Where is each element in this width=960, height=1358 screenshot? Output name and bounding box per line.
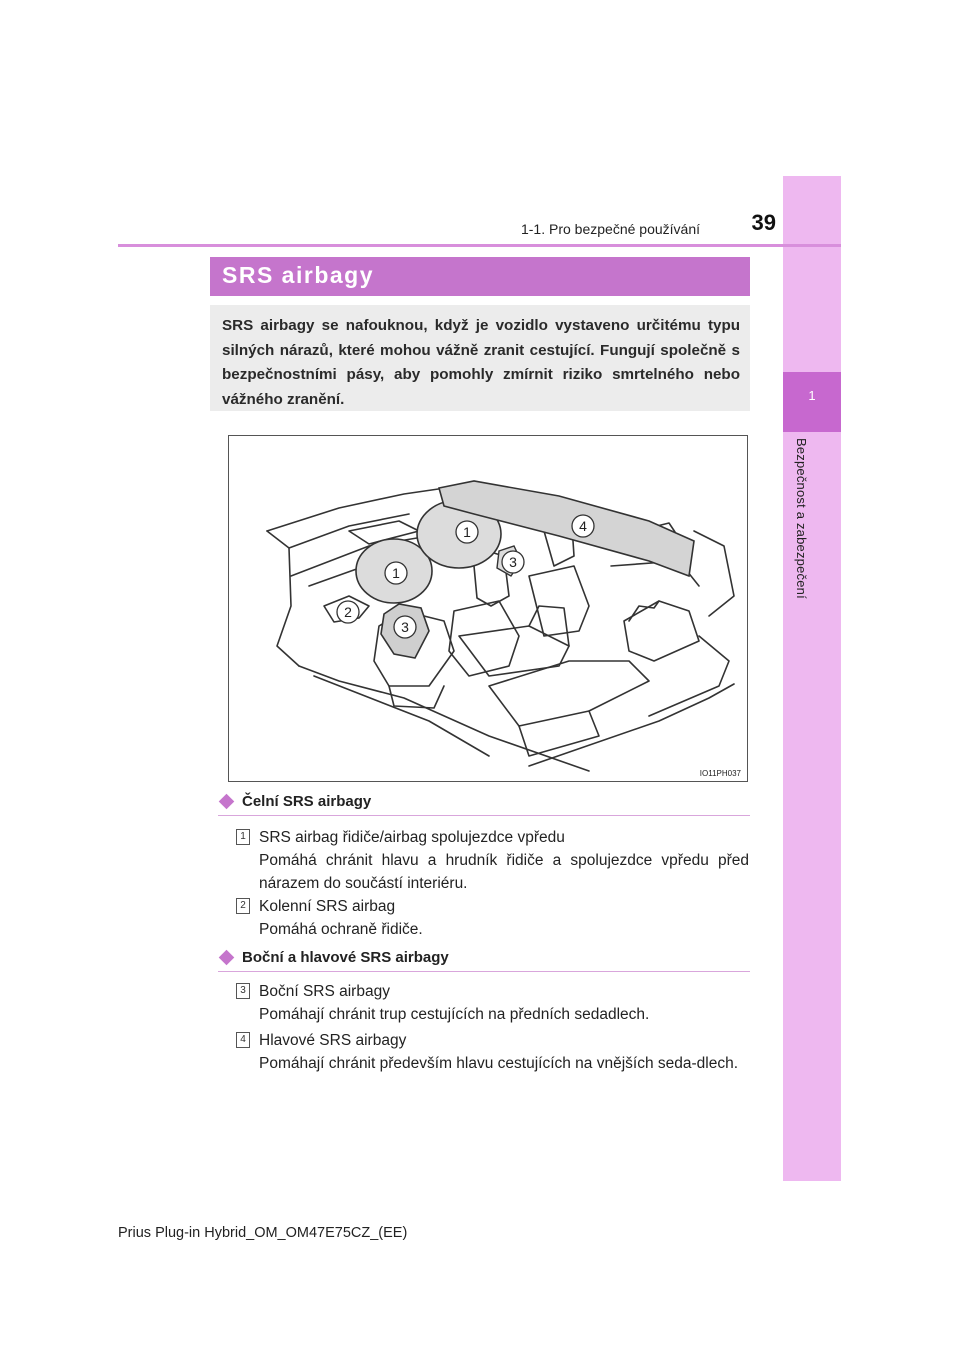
- section-heading-side: Boční a hlavové SRS airbagy: [242, 949, 449, 966]
- callout-1-passenger: 1: [463, 524, 471, 540]
- item-badge: 3: [236, 983, 250, 999]
- callout-1-driver: 1: [392, 565, 400, 581]
- diamond-bullet-icon: [219, 794, 235, 810]
- item-description: Pomáhají chránit trup cestujících na předních sedadlech.: [259, 1006, 650, 1023]
- chapter-side-tab: [783, 176, 841, 1181]
- page-number: 39: [751, 210, 776, 235]
- header-rule: [118, 244, 841, 247]
- car-interior-drawing: [229, 436, 749, 783]
- section-rule: [218, 815, 750, 816]
- callout-2: 2: [344, 604, 352, 620]
- item-badge: 1: [236, 829, 250, 845]
- chapter-number: 1: [808, 388, 816, 403]
- item-title: Hlavové SRS airbagy: [259, 1032, 407, 1049]
- callout-3-passenger: 3: [509, 554, 517, 570]
- item-description: Pomáhají chránit především hlavu cestujících na vnějších seda-dlech.: [259, 1055, 739, 1072]
- chapter-title: Bezpečnost a zabezpečení: [794, 438, 809, 599]
- airbag-illustration: [228, 435, 748, 782]
- callout-4: 4: [579, 518, 587, 534]
- item-description: Pomáhá chránit hlavu a hrudník řidiče a spolujezdce vpředu před nárazem do součástí interiéru.: [259, 852, 749, 892]
- diamond-bullet-icon: [219, 950, 235, 966]
- section-heading-front: Čelní SRS airbagy: [242, 793, 372, 810]
- page-title: SRS airbagy: [222, 262, 374, 288]
- item-title: Kolenní SRS airbag: [259, 898, 396, 915]
- item-title: Boční SRS airbagy: [259, 983, 390, 1000]
- item-title: SRS airbag řidiče/airbag spolujezdce vpředu: [259, 829, 565, 846]
- section-header: 1-1. Pro bezpečné používání: [520, 221, 700, 237]
- item-badge: 2: [236, 898, 250, 914]
- callout-3-driver: 3: [401, 619, 409, 635]
- illustration-code: IO11PH037: [699, 769, 741, 778]
- section-rule: [218, 971, 750, 972]
- footer-doc-id: Prius Plug-in Hybrid_OM_OM47E75CZ_(EE): [118, 1225, 408, 1241]
- intro-text: SRS airbagy se nafouknou, když je vozidlo vystaveno určitému typu silných nárazů, které mohou vážně zranit cestující. Fungují společně s bezpečnostními pásy, aby pomohly zmírnit riziko smrtelného nebo vážného zranění.: [222, 317, 740, 408]
- item-description: Pomáhá ochraně řidiče.: [259, 921, 423, 938]
- item-badge: 4: [236, 1032, 250, 1048]
